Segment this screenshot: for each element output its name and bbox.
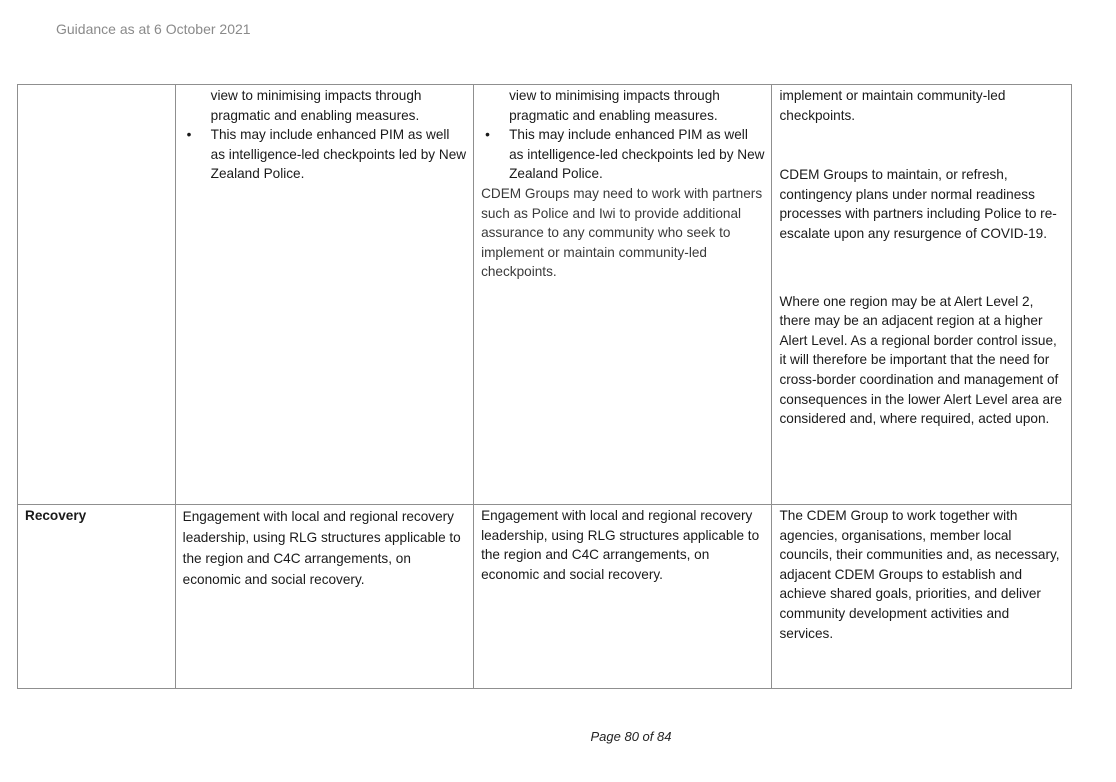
table-row — [18, 505, 1072, 689]
row1-col2-list — [183, 86, 466, 184]
row1-col4-paragraph-1: implement or maintain community-led checkpoints. — [779, 88, 1006, 123]
row1-col3-paragraph: CDEM Groups may need to work with partners such as Police and Iwi to provide additional assurance to any community who seek to implement or maintain community-led checkpoints. — [481, 185, 763, 280]
row1-level-cell — [18, 85, 176, 505]
list-item: • This may include enhanced PIM as well as intelligence-led checkpoints led by New Zealand Police. — [481, 125, 764, 184]
row1-col4-paragraph-3: Where one region may be at Alert Level 2, there may be an adjacent region at a higher Alert Level. As a regional border control issue, it will therefore be important that the need for cross-border coordination and management of consequences in the lower Alert Level area are considered and, where required, acted upon. — [779, 293, 1063, 427]
row1-col3-cell — [474, 85, 772, 505]
row1-col3-list — [481, 86, 764, 184]
row1-col4-cell — [772, 85, 1072, 505]
row2-level-cell: Recovery — [18, 505, 176, 689]
row1-col2-cell — [175, 85, 473, 505]
page-number: Page 80 of 84 — [590, 729, 672, 744]
guidance-table — [17, 84, 1072, 689]
row2-col3-cell: Engagement with local and regional recovery leadership, using RLG structures applicable to the region and C4C arrangements, on economic and social recovery. — [474, 505, 772, 689]
table-row — [18, 85, 1072, 505]
list-item: view to minimising impacts through pragmatic and enabling measures. — [210, 88, 422, 123]
row2-col4-cell: The CDEM Group to work together with agencies, organisations, member local councils, their communities and, as necessary, adjacent CDEM Groups to establish and achieve shared goals, priorities, and deliver community development activities and services. — [772, 505, 1072, 689]
row2-col2-cell: Engagement with local and regional recovery leadership, using RLG structures applicable to the region and C4C arrangements, on economic and social recovery. — [175, 505, 473, 689]
document-header: Guidance as at 6 October 2021 — [56, 21, 251, 37]
list-item: view to minimising impacts through pragmatic and enabling measures. — [509, 88, 720, 123]
list-item: • This may include enhanced PIM as well as intelligence-led checkpoints led by New Zealand Police. — [183, 125, 466, 184]
row1-col4-paragraph-2: CDEM Groups to maintain, or refresh, contingency plans under normal readiness processes with partners including Police to re-escalate upon any resurgence of COVID-19. — [779, 167, 1057, 241]
